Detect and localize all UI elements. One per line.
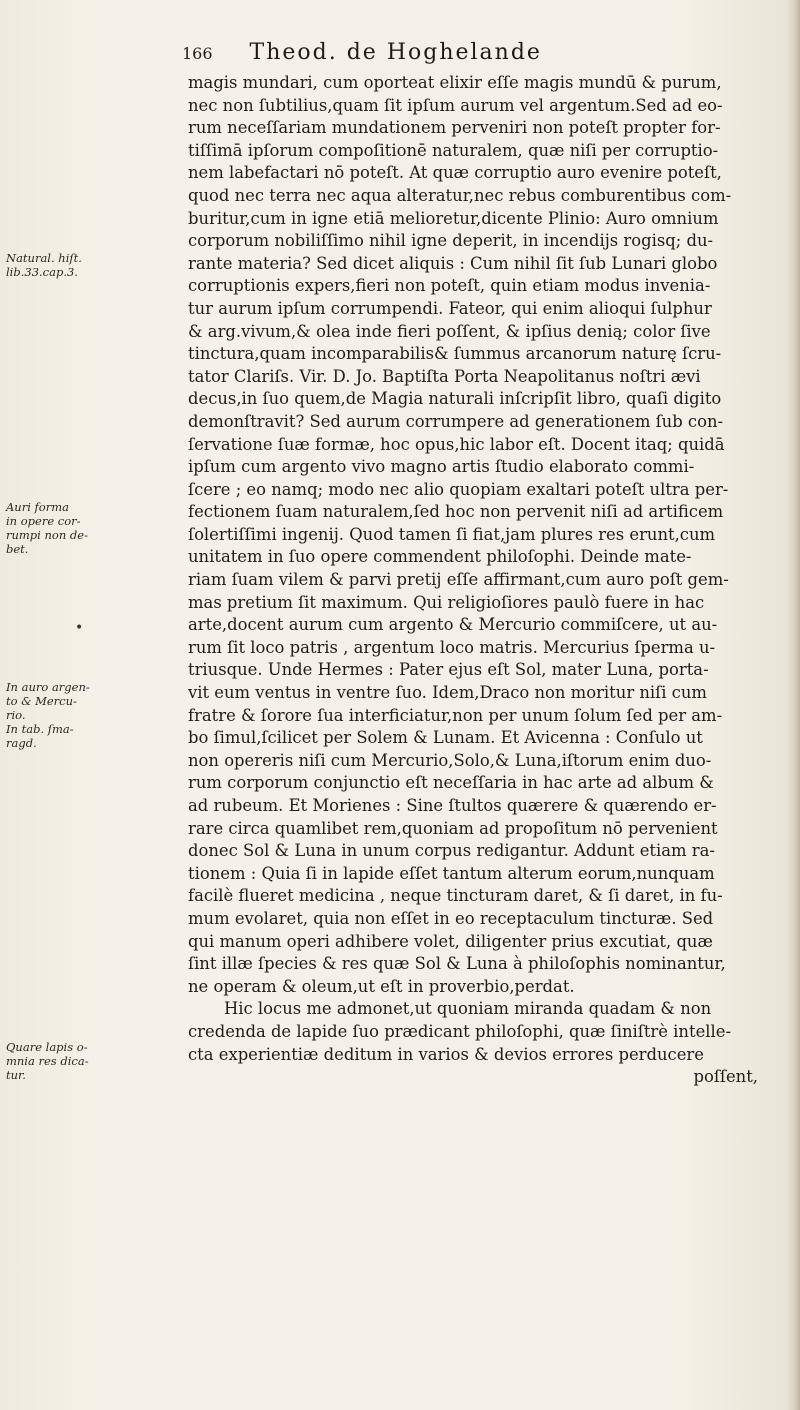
text-line: ad rubeum. Et Morienes : Sine ſtultos quærere & quærendo er- bbox=[188, 796, 717, 815]
margin-note-auri-forma bbox=[6, 500, 176, 556]
text-line: qui manum operi adhibere volet, diligenter prius excutiat, quæ bbox=[188, 931, 713, 951]
text-line: rante materia? Sed dicet aliquis : Cum nihil ſit ſub Lunari globo bbox=[188, 253, 718, 273]
text-line: corruptionis expers,fieri non poteſt, quin etiam modus invenia- bbox=[188, 276, 711, 296]
margin-note-line: Quare lapis o- bbox=[6, 1040, 88, 1054]
text-line: non opereris niſi cum Mercurio,Solo,& Luna,iſtorum enim duo- bbox=[188, 750, 712, 770]
text-line: tur aurum ipſum corrumpendi. Fateor, qui enim alioqui ſulphur bbox=[188, 298, 712, 318]
margin-note-plinio bbox=[6, 251, 176, 279]
text-line: rum ſit loco patris , argentum loco matris. Mercurius ſperma u- bbox=[188, 637, 716, 657]
margin-note-line: in opere cor- bbox=[6, 514, 81, 528]
margin-note-line: rumpi non de- bbox=[6, 528, 88, 542]
text-line: unitatem in ſuo opere commendent philoſophi. Deinde mate- bbox=[188, 547, 692, 567]
text-line: riam ſuam vilem & parvi pretij eſſe affirmant,cum auro poſt gem- bbox=[188, 570, 729, 590]
text-line: vit eum ventus in ventre ſuo. Idem,Draco non moritur niſi cum bbox=[188, 683, 707, 703]
running-header bbox=[182, 40, 702, 74]
text-line: bo ſimul,ſcilicet per Solem & Lunam. Et Avicenna : Conſulo ut bbox=[188, 728, 703, 748]
margin-note-line: In auro argen- bbox=[6, 680, 90, 694]
body-text bbox=[188, 72, 788, 1089]
text-line: ſcere ; eo namq; modo nec alio quopiam exaltari poteſt ultra per- bbox=[188, 479, 729, 499]
margin-note-line: tur. bbox=[6, 1068, 26, 1082]
text-line: ſervatione ſuæ formæ, hoc opus,hic labor eſt. Docent itaq; quidā bbox=[188, 434, 725, 454]
text-line: tinctura,quam incomparabilis& ſummus arcanorum naturę ſcru- bbox=[188, 344, 722, 364]
text-line: mum evolaret, quia non eſſet in eo receptaculum tincturæ. Sed bbox=[188, 908, 714, 928]
ink-mark: • bbox=[75, 620, 84, 636]
margin-note-line: bet. bbox=[6, 542, 29, 556]
text-line: nem labefactari nō poteſt. At quæ corruptio auro evenire poteſt, bbox=[188, 163, 722, 183]
text-line: triusque. Unde Hermes : Pater ejus eſt Sol, mater Luna, porta- bbox=[188, 660, 709, 680]
page-edge-shadow bbox=[786, 0, 800, 1410]
text-line: ipſum cum argento vivo magno artis ſtudio elaborato commi- bbox=[188, 457, 695, 477]
text-line: nec non ſubtilius,quam ſit ipſum aurum vel argentum.Sed ad eo- bbox=[188, 95, 723, 115]
text-line: quod nec terra nec aqua alteratur,nec rebus comburentibus com- bbox=[188, 185, 732, 205]
text-line: corporum nobiliſſimo nihil igne deperit, in incendijs rogisq; du- bbox=[188, 231, 714, 251]
margin-note-quare-lapis bbox=[6, 1040, 176, 1082]
text-line: magis mundari, cum oporteat elixir eſſe magis mundū & purum, bbox=[188, 73, 722, 92]
text-line: rare circa quamlibet rem,quoniam ad propoſitum nō pervenient bbox=[188, 818, 718, 838]
margin-note-line: ragd. bbox=[6, 736, 37, 750]
text-line: credenda de lapide ſuo prædicant philoſophi, quæ ſiniſtrè intelle- bbox=[188, 1021, 731, 1041]
text-line: demonſtravit? Sed aurum corrumpere ad generationem ſub con- bbox=[188, 411, 724, 431]
margin-note-line: lib.33.cap.3. bbox=[6, 265, 78, 279]
text-line: tiſſimā ipſorum compoſitionē naturalem, quæ niſi per corruptio- bbox=[188, 140, 719, 160]
text-line: & arg.vivum,& olea inde fieri poſſent, & ipſius denią; color ſive bbox=[188, 321, 711, 341]
margin-note-auro-argento bbox=[6, 680, 176, 750]
text-line: poſſent, bbox=[693, 1067, 758, 1087]
text-line: rum neceſſariam mundationem perveniri non poteſt propter for- bbox=[188, 118, 721, 138]
text-line: rum corporum conjunctio eſt neceſſaria in hac arte ad album & bbox=[188, 773, 714, 793]
text-line: fectionem ſuam naturalem,ſed hoc non pervenit niſi ad artificem bbox=[188, 502, 724, 522]
margin-note-line: Auri forma bbox=[6, 500, 69, 514]
text-line: ſint illæ ſpecies & res quæ Sol & Luna à philoſophis nominantur, bbox=[188, 954, 726, 974]
running-title: Theod. de Hoghelande bbox=[249, 40, 542, 65]
margin-note-line: Natural. hiſt. bbox=[6, 251, 82, 265]
text-line: fratre & ſorore ſua interficiatur,non per unum ſolum ſed per am- bbox=[188, 705, 723, 725]
text-line: ſolertiſſimi ingenij. Quod tamen ſi fiat,jam plures res erunt,cum bbox=[188, 524, 716, 544]
text-line: tator Clariſs. Vir. D. Jo. Baptiſta Porta Neapolitanus noſtri ævi bbox=[188, 366, 701, 386]
margin-note-line: rio. bbox=[6, 708, 26, 722]
margin-note-line: mnia res dica- bbox=[6, 1054, 89, 1068]
text-line: facilè flueret medicina , neque tincturam daret, & ſi daret, in fu- bbox=[188, 886, 723, 906]
page-number: 166 bbox=[182, 44, 213, 63]
text-line: buritur,cum in igne etiā melioretur,dicente Plinio: Auro omnium bbox=[188, 208, 719, 228]
margin-note-line: In tab. ſma- bbox=[6, 722, 74, 736]
text-line: Hic locus me admonet,ut quoniam miranda quadam & non bbox=[224, 999, 712, 1019]
text-line: arte,docent aurum cum argento & Mercurio commiſcere, ut au- bbox=[188, 615, 718, 635]
text-line: cta experientiæ deditum in varios & devios errores perducere bbox=[188, 1044, 704, 1064]
margin-note-line: to & Mercu- bbox=[6, 694, 77, 708]
text-line: ne operam & oleum,ut eſt in proverbio,perdat. bbox=[188, 976, 575, 996]
text-line: tionem : Quia ſi in lapide eſſet tantum alterum eorum,nunquam bbox=[188, 863, 715, 883]
text-line: decus,in ſuo quem,de Magia naturali inſcripſit libro, quaſi digito bbox=[188, 389, 722, 409]
text-line: donec Sol & Luna in unum corpus redigantur. Addunt etiam ra- bbox=[188, 841, 715, 861]
text-line: mas pretium ſit maximum. Qui religioſiores paulò fuere in hac bbox=[188, 592, 705, 612]
